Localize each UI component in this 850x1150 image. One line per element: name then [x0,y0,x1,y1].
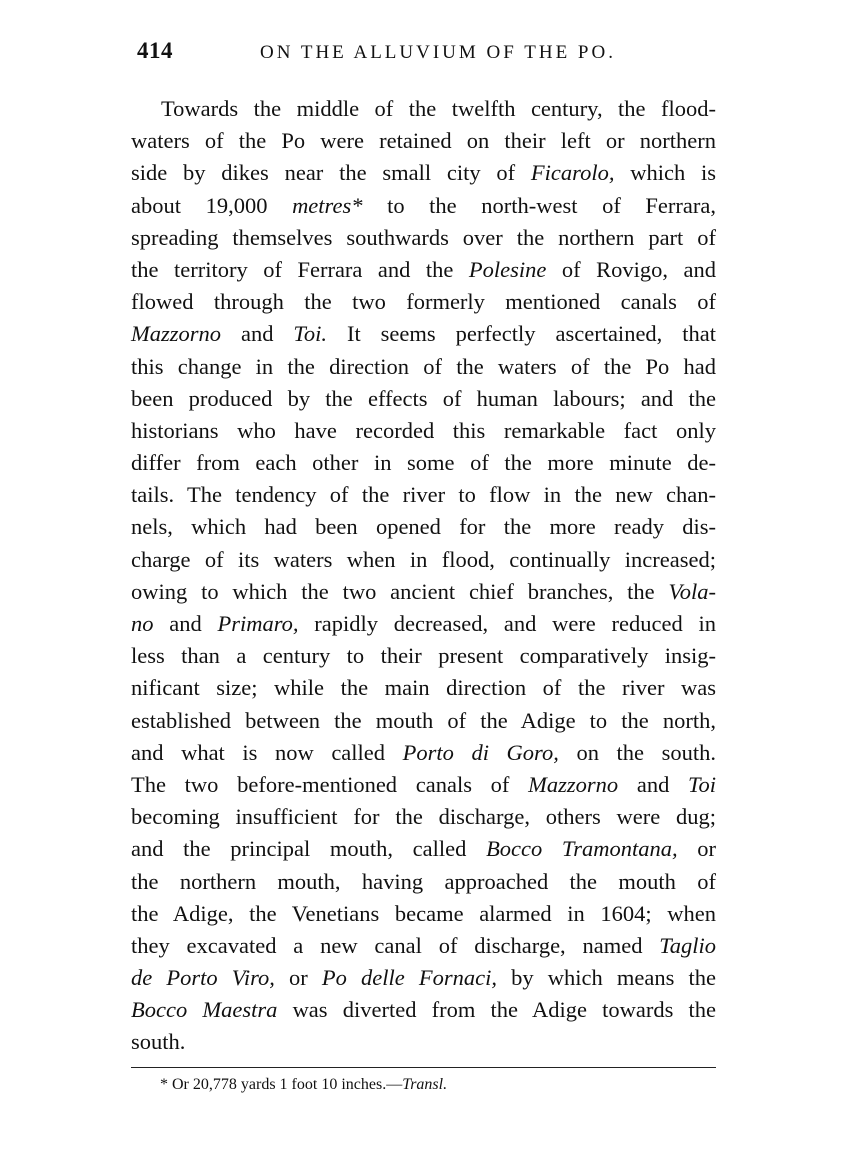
text-run: tails. The tendency of the river to flow in the new chan- [131,482,716,508]
text-run: of Rovigo, and [546,256,716,282]
text-run: which is [614,160,717,186]
text-run: historians who have recorded this remarkable fact only [131,417,716,443]
text-run: the territory of Ferrara and the [131,256,469,282]
text-run: they excavated a new canal of discharge, named [131,932,660,958]
text-run: about 19,000 [131,192,293,218]
text-line [131,286,716,318]
text-line [131,447,716,479]
text-line [131,222,716,254]
body-text [131,93,716,1059]
italic-term: de Porto Viro, [131,965,275,991]
italic-term: Mazzorno [528,771,619,797]
italic-term: Toi [688,771,716,797]
text-run: becoming insufficient for the discharge, others were dug; [131,804,716,830]
text-line [131,672,716,704]
text-run: established between the mouth of the Adige to the north, [131,707,716,733]
text-line [131,93,716,125]
text-line [131,1026,716,1058]
italic-term: Taglio [659,932,716,958]
text-run: and the principal mouth, called [131,836,487,862]
italic-term: Toi. [293,321,327,347]
italic-term: Polesine [468,256,547,282]
text-line [131,737,716,769]
text-run: and [221,321,294,347]
footnote-text: Or 20,778 yards 1 foot 10 inches.— [172,1076,403,1093]
text-line [131,415,716,447]
italic-term: Ficarolo, [530,160,615,186]
italic-term: Po delle Fornaci, [321,965,497,991]
footnote [160,1076,447,1094]
text-run: flowed through the two formerly mentioned canals of [131,289,716,315]
text-run: the northern mouth, having approached the mouth of [131,868,716,894]
text-line [131,930,716,962]
italic-term: Bocco Maestra [131,997,278,1023]
text-run: the Adige, the Venetians became alarmed in 1604; when [131,900,716,926]
italic-term: metres* [292,192,363,218]
text-run: The two before-mentioned canals of [131,771,529,797]
text-line [131,801,716,833]
footnote-marker: * [160,1076,168,1093]
text-run: nificant size; while the main direction of the river was [131,675,716,701]
text-line [131,511,716,543]
footnote-attribution: Transl. [402,1076,448,1093]
text-run: south. [131,1029,186,1055]
text-run: less than a century to their present comparatively insig- [131,643,716,669]
text-line [131,383,716,415]
text-run: was diverted from the Adige towards the [277,997,716,1023]
text-run: or [677,836,716,862]
text-line [131,769,716,801]
text-line [131,254,716,286]
text-line [131,640,716,672]
text-line [131,994,716,1026]
page-number: 414 [137,38,173,63]
text-line [131,125,716,157]
text-run: nels, which had been opened for the more ready dis- [131,514,716,540]
text-run: this change in the direction of the waters of the Po had [131,353,716,379]
text-line [131,157,716,189]
text-line [131,351,716,383]
text-line [131,576,716,608]
text-line [131,866,716,898]
italic-term: Mazzorno [131,321,222,347]
text-run: and [153,611,218,636]
italic-term: Vola- [668,578,716,604]
text-run: It seems perfectly ascertained, that [327,321,716,347]
text-run: side by dikes near the small city of [131,160,531,186]
text-line [131,190,716,222]
italic-term: no [131,611,154,636]
text-line [131,962,716,994]
footnote-rule [131,1067,716,1068]
text-line [131,705,716,737]
text-run: on the south. [558,739,716,765]
text-run: Towards the middle of the twelfth century, the flood- [161,96,716,121]
running-head: ON THE ALLUVIUM OF THE PO. [260,42,616,63]
text-run: waters of the Po were retained on their left or northern [131,128,716,154]
text-run: owing to which the two ancient chief branches, the [131,578,669,604]
text-run: differ from each other in some of the more minute de- [131,450,716,476]
text-run: rapidly decreased, and were reduced in [298,611,716,636]
text-run: charge of its waters when in flood, continually increased; [131,546,716,572]
italic-term: Porto di Goro, [402,739,559,765]
text-line [131,898,716,930]
text-run: to the north-west of Ferrara, [362,192,716,218]
text-run: and what is now called [131,739,403,765]
text-run: spreading themselves southwards over the northern part of [131,224,716,250]
italic-term: Primaro, [217,611,299,636]
text-run: and [618,771,689,797]
text-run: or [274,965,322,991]
text-run: been produced by the effects of human labours; and the [131,385,716,411]
italic-term: Bocco Tramontana, [486,836,678,862]
text-run: by which means the [497,965,716,991]
text-line [131,608,716,640]
text-line [131,544,716,576]
text-line [131,479,716,511]
text-line [131,833,716,865]
text-line [131,318,716,350]
